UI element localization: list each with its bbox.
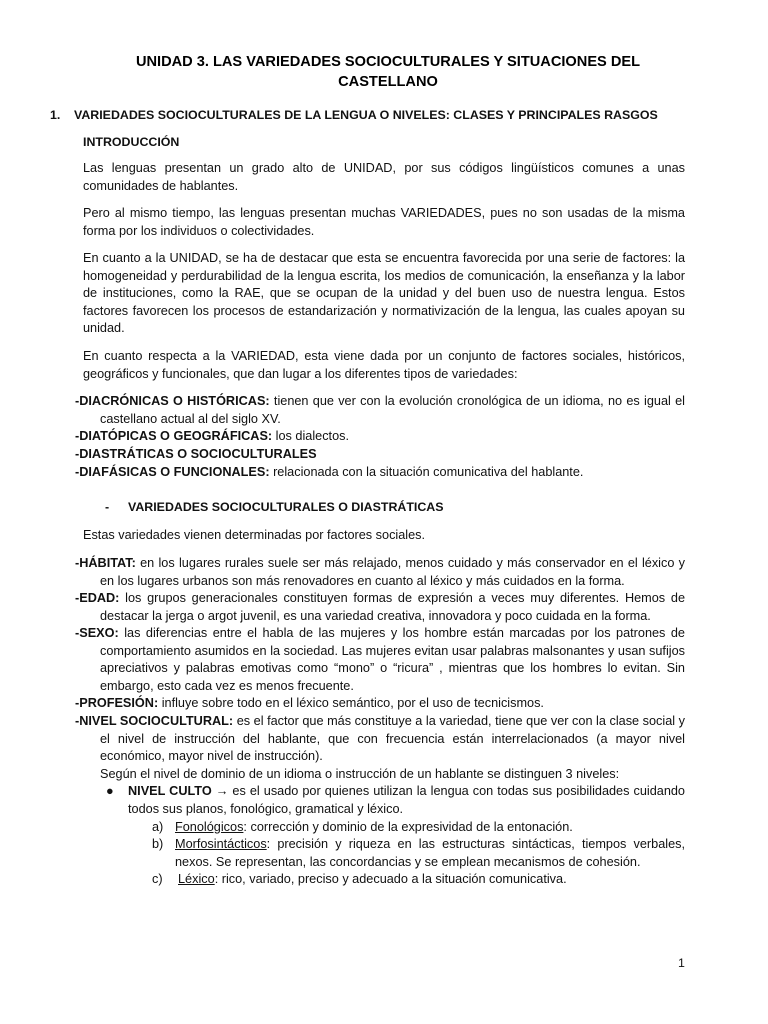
- variety-label: -DIACRÓNICAS O HISTÓRICAS:: [75, 394, 270, 408]
- section-title: VARIEDADES SOCIOCULTURALES DE LA LENGUA O NIVELES: CLASES Y PRINCIPALES RASGOS: [74, 108, 658, 122]
- variety-item: [75, 393, 685, 428]
- title-line-2: CASTELLANO: [338, 74, 438, 90]
- list-item-label: Morfosintácticos: [175, 837, 267, 851]
- page-number: 1: [678, 956, 685, 970]
- variety-item: [75, 446, 685, 464]
- subsection-dash: -: [105, 500, 110, 514]
- list-marker: b): [152, 837, 164, 851]
- factor-label: -PROFESIÓN:: [75, 696, 159, 710]
- list-item-label: Fonológicos: [175, 820, 244, 834]
- list-item: [178, 871, 688, 889]
- subsection-heading: VARIEDADES SOCIOCULTURALES O DIASTRÁTICAS: [128, 500, 444, 514]
- factor-text: las diferencias entre el habla de las mujeres y los hombre están marcadas por los patrones de comportamiento asumidos en la sociedad. Las mujeres evitan usar palabras malsonantes y usan sufijos apreciativos y palabras emotivas como “mono” o “ricura” , mientras que los hombres lo evitan. Sin embargo, esto cada vez es menos frecuente.: [100, 626, 685, 693]
- list-marker: a): [152, 820, 164, 834]
- intro-paragraph-3: En cuanto a la UNIDAD, se ha de destacar que esta se encuentra favorecida por una serie de factores: la homogeneidad y perdurabilidad de la lengua escrita, los medios de comunicación, la enseñanza y la labor de instituciones, como la RAE, que se ocupan de la unidad y del buen uso de nuestra lengua. Estos factores favorecen los procesos de estandarización y normativización de la lengua, las cuales apoyan su unidad.: [83, 251, 685, 335]
- variety-label: -DIAFÁSICAS O FUNCIONALES:: [75, 465, 270, 479]
- factor-item: [75, 590, 685, 625]
- nivel-culto: [128, 783, 685, 818]
- nivel-culto-text: es el usado por quienes utilizan la lengua con todas sus posibilidades cuidando todos sus planos, fonológico, gramatical y léxico.: [128, 784, 685, 816]
- list-item-text: : corrección y dominio de la expresividad de la entonación.: [243, 820, 573, 834]
- section-heading: [50, 107, 658, 125]
- intro-heading: INTRODUCCIÓN: [83, 135, 180, 149]
- intro-paragraph-4: En cuanto respecta a la VARIEDAD, esta viene dada por un conjunto de factores sociales, históricos, geográficos y funcionales, que dan lugar a los diferentes tipos de variedades:: [83, 349, 685, 381]
- subsection-intro: Estas variedades vienen determinadas por factores sociales.: [83, 528, 426, 542]
- list-item-text: : rico, variado, preciso y adecuado a la situación comunicativa.: [214, 872, 567, 886]
- variety-text: tienen que ver con la evolución cronológica de un idioma, no es igual el castellano actual al del siglo XV.: [100, 394, 685, 426]
- factor-item: [75, 713, 685, 766]
- variety-text: relacionada con la situación comunicativa del hablante.: [269, 465, 584, 479]
- variety-label: -DIASTRÁTICAS O SOCIOCULTURALES: [75, 447, 317, 461]
- list-marker: c): [152, 872, 163, 886]
- list-item: [175, 836, 685, 871]
- section-number: 1.: [50, 108, 61, 122]
- factor-text: influye sobre todo en el léxico semántico, por el uso de tecnicismos.: [158, 696, 544, 710]
- factor-item: [75, 625, 685, 695]
- variety-label: -DIATÓPICAS O GEOGRÁFICAS:: [75, 429, 273, 443]
- document-title: [100, 52, 676, 92]
- intro-paragraph-1: Las lenguas presentan un grado alto de UNIDAD, por sus códigos lingüísticos comunes a unas comunidades de hablantes.: [83, 161, 685, 193]
- list-item-text: : precisión y riqueza en las estructuras sintácticas, tiempos verbales, nexos. Se representan, las concordancias y se emplean mecanismos de cohesión.: [175, 837, 685, 869]
- bullet-icon: ●: [106, 784, 114, 798]
- factor-label: -EDAD:: [75, 591, 120, 605]
- nivel-culto-label: NIVEL CULTO →: [128, 784, 229, 798]
- factor-item: [75, 555, 685, 590]
- variety-text: los dialectos.: [272, 429, 350, 443]
- factor-label: -HÁBITAT:: [75, 556, 136, 570]
- levels-intro: Según el nivel de dominio de un idioma o instrucción de un hablante se distinguen 3 niveles:: [100, 767, 620, 781]
- factor-text: es el factor que más constituye a la variedad, tiene que ver con la clase social y el nivel de instrucción del hablante, que con frecuencia están interrelacionados (a mayor nivel económico, mayor nivel de instrucción).: [100, 714, 685, 763]
- variety-item: [75, 428, 685, 446]
- factor-text: en los lugares rurales suele ser más relajado, menos cuidado y más conservador en el léxico y en los lugares urbanos son más renovadores en cuanto al léxico y más cuidados en la forma.: [100, 556, 685, 588]
- factor-label: -SEXO:: [75, 626, 119, 640]
- intro-paragraph-2: Pero al mismo tiempo, las lenguas presentan muchas VARIEDADES, pues no son usadas de la misma forma por los individuos o colectividades.: [83, 206, 685, 238]
- factor-label: -NIVEL SOCIOCULTURAL:: [75, 714, 234, 728]
- title-line-1: UNIDAD 3. LAS VARIEDADES SOCIOCULTURALES Y SITUACIONES DEL: [135, 54, 641, 70]
- list-item-label: Léxico: [178, 872, 215, 886]
- factor-item: [75, 695, 685, 713]
- list-item: [175, 819, 685, 837]
- factor-text: los grupos generacionales constituyen formas de expresión a veces muy diferentes. Hemos de destacar la jerga o argot juvenil, es una variedad creativa, innovadora y poco cuidada en la forma.: [100, 591, 685, 623]
- variety-item: [75, 464, 685, 482]
